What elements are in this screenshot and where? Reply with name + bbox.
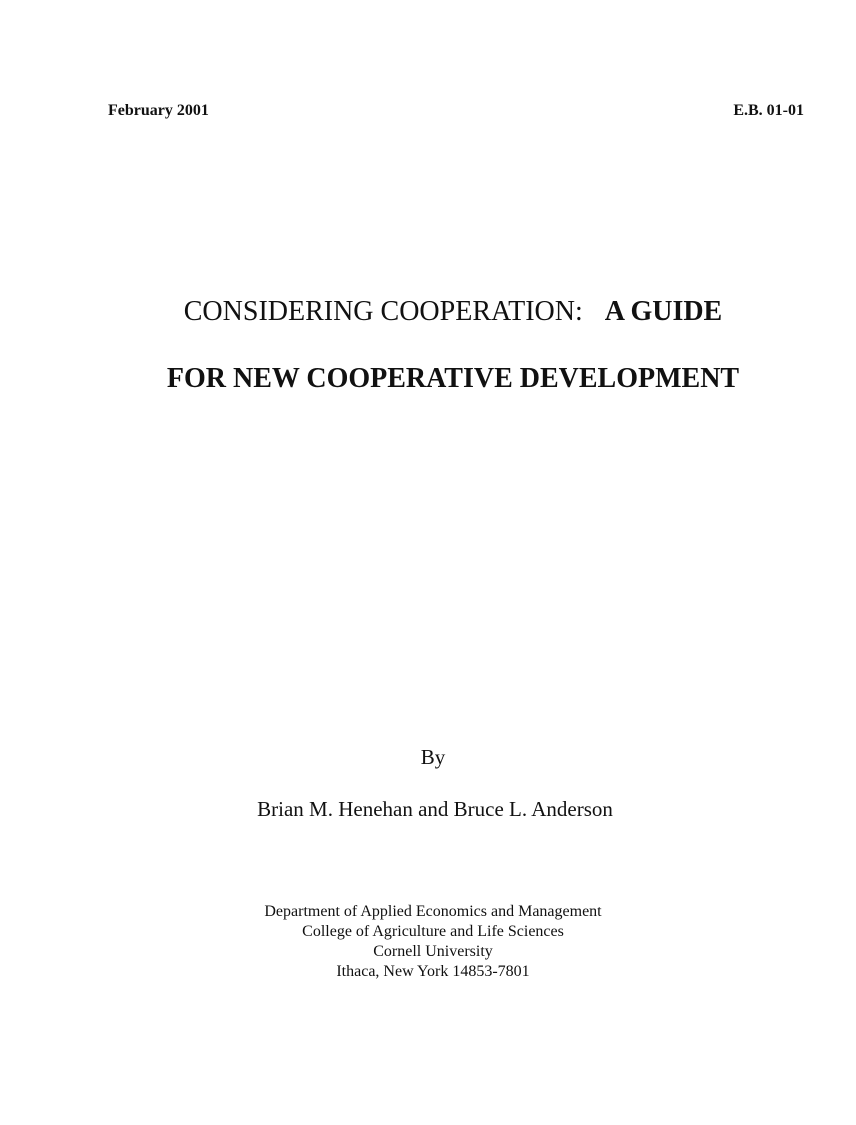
title-prefix: CONSIDERING COOPERATION: <box>183 296 583 327</box>
affiliation-block <box>0 902 856 982</box>
college: College of Agriculture and Life Sciences <box>302 923 564 940</box>
university: Cornell University <box>373 943 493 960</box>
title-suffix: A GUIDE <box>604 296 723 327</box>
by-label: By <box>420 745 446 769</box>
publication-date: February 2001 <box>108 102 209 119</box>
title-line-1 <box>0 296 856 328</box>
bulletin-code: E.B. 01-01 <box>733 102 804 119</box>
address: Ithaca, New York 14853-7801 <box>336 963 530 980</box>
department: Department of Applied Economics and Management <box>264 903 602 920</box>
authors: Brian M. Henehan and Bruce L. Anderson <box>257 797 613 821</box>
title-line-2: FOR NEW COOPERATIVE DEVELOPMENT <box>166 363 740 394</box>
